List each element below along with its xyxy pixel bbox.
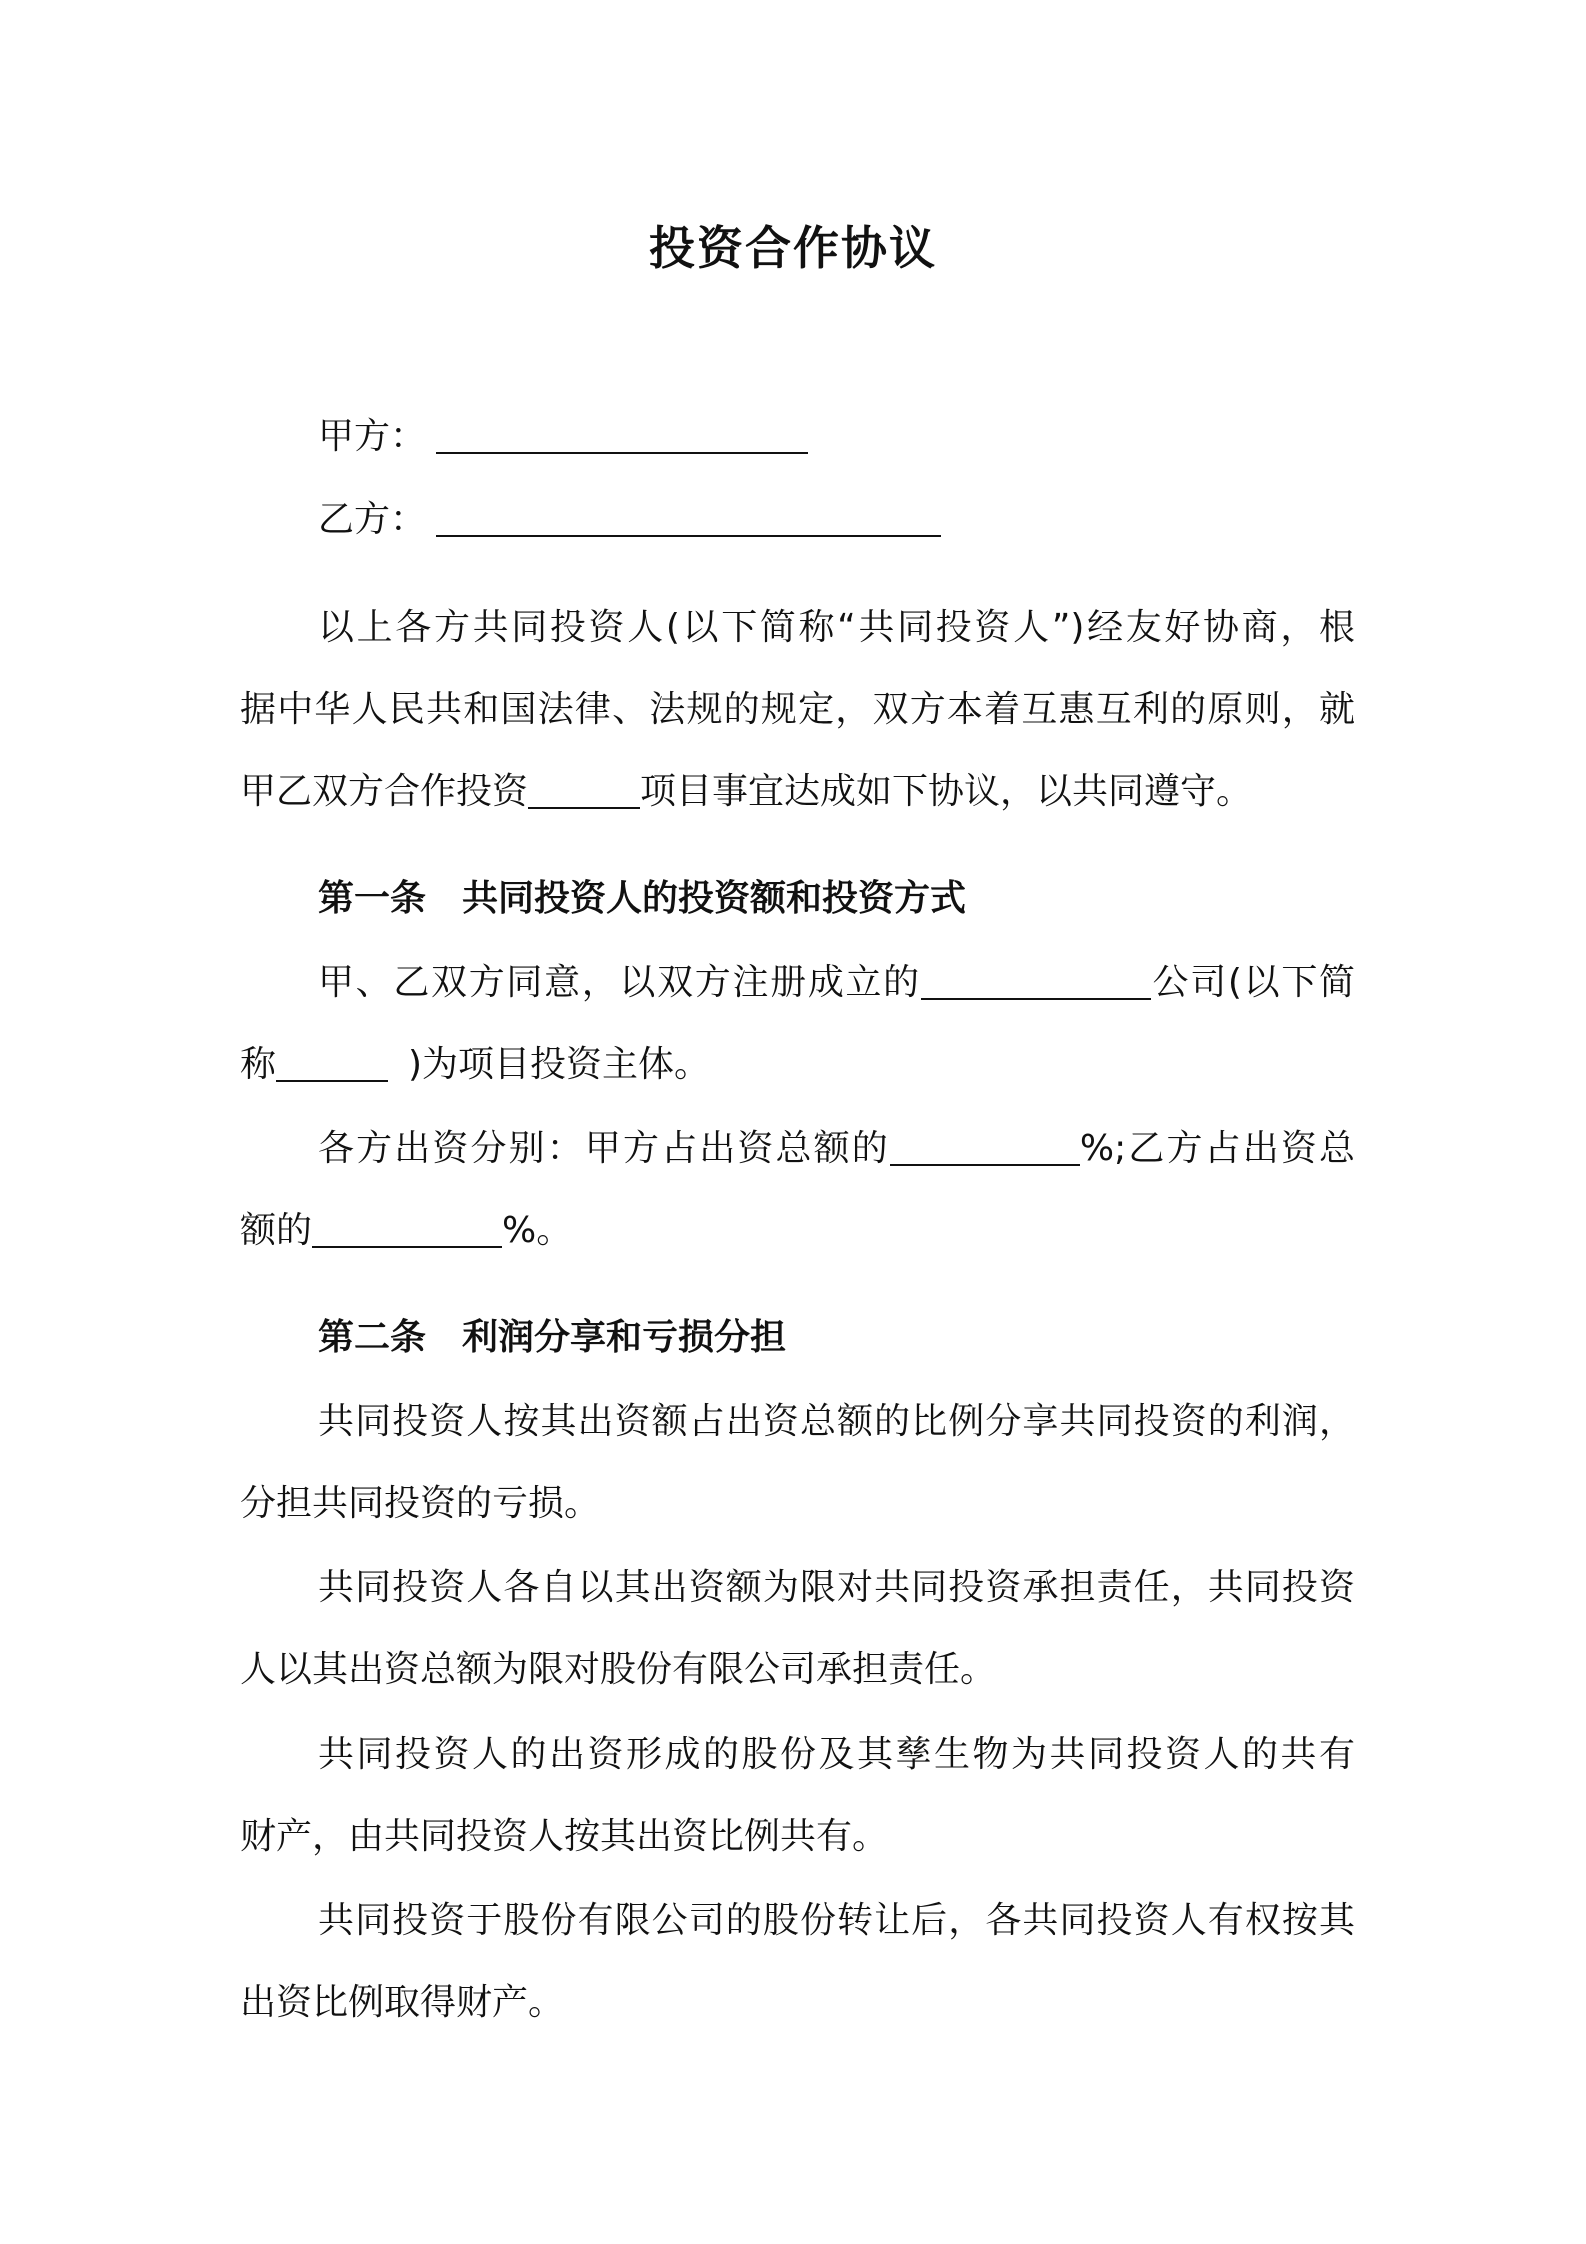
article1-title: 共同投资人的投资额和投资方式 [462, 878, 967, 919]
article2-p4-line2: 出资比例取得财产。 [240, 1982, 565, 2023]
article2-p2-line1: 共同投资人各自以其出资额为限对共同投资承担责任，共同投资 [318, 1567, 1355, 1608]
article1-p1-text-b: 公司(以下简 [1150, 962, 1355, 1003]
article1-p2-text-a: 各方出资分别：甲方占出资总额的 [318, 1128, 890, 1169]
article1-p2-text-c: 额的 [240, 1210, 313, 1251]
article1-p1-text-c: 称 [240, 1044, 277, 1085]
party-a-percent-blank [890, 1130, 1080, 1166]
article2-heading [318, 1313, 1355, 1363]
company-name-blank [921, 964, 1151, 1000]
project-name-blank [528, 773, 640, 809]
article1-p1-line1 [318, 958, 1355, 1008]
article2-p2-line2: 人以其出资总额为限对股份有限公司承担责任。 [240, 1649, 997, 1690]
party-a-line [318, 412, 1355, 462]
party-b-percent-blank [312, 1212, 502, 1248]
party-b-line [318, 495, 1355, 545]
article1-p2-line2 [240, 1206, 1355, 1256]
party-b-blank [436, 501, 941, 537]
party-b-label: 乙方： [318, 499, 427, 540]
article1-p1-text-d: )为项目投资主体。 [408, 1044, 711, 1085]
article2-p3-line2: 财产，由共同投资人按其出资比例共有。 [240, 1816, 889, 1857]
article1-number: 第一条 [318, 878, 427, 919]
party-a-blank [436, 418, 808, 454]
intro-text-b: 项目事宜达成如下协议，以共同遵守。 [640, 771, 1253, 812]
article1-p2-text-d: %。 [502, 1210, 573, 1251]
article1-p1-line2 [240, 1040, 1355, 1090]
party-a-label: 甲方： [318, 416, 427, 457]
article2-p3-line1: 共同投资人的出资形成的股份及其孳生物为共同投资人的共有 [318, 1734, 1355, 1775]
article2-title: 利润分享和亏损分担 [462, 1317, 787, 1358]
document-title: 投资合作协议 [649, 221, 937, 275]
intro-line-2: 据中华人民共和国法律、法规的规定，双方本着互惠互利的原则，就 [240, 689, 1355, 730]
article2-p1-line1: 共同投资人按其出资额占出资总额的比例分享共同投资的利润， [318, 1401, 1355, 1442]
article2-p1-line2: 分担共同投资的亏损。 [240, 1483, 601, 1524]
intro-line-3 [240, 767, 1355, 817]
short-name-blank [276, 1046, 388, 1082]
article2-number: 第二条 [318, 1317, 427, 1358]
article1-heading [318, 874, 1355, 924]
article1-p2-line1 [318, 1124, 1355, 1174]
article2-p4-line1: 共同投资于股份有限公司的股份转让后，各共同投资人有权按其 [318, 1900, 1355, 1941]
intro-line-1: 以上各方共同投资人(以下简称“共同投资人”)经友好协商，根 [318, 607, 1355, 648]
article1-p2-text-b: %;乙方占出资总 [1079, 1128, 1355, 1169]
intro-text-a: 甲乙双方合作投资 [240, 771, 529, 812]
article1-p1-text-a: 甲、乙双方同意，以双方注册成立的 [318, 962, 921, 1003]
